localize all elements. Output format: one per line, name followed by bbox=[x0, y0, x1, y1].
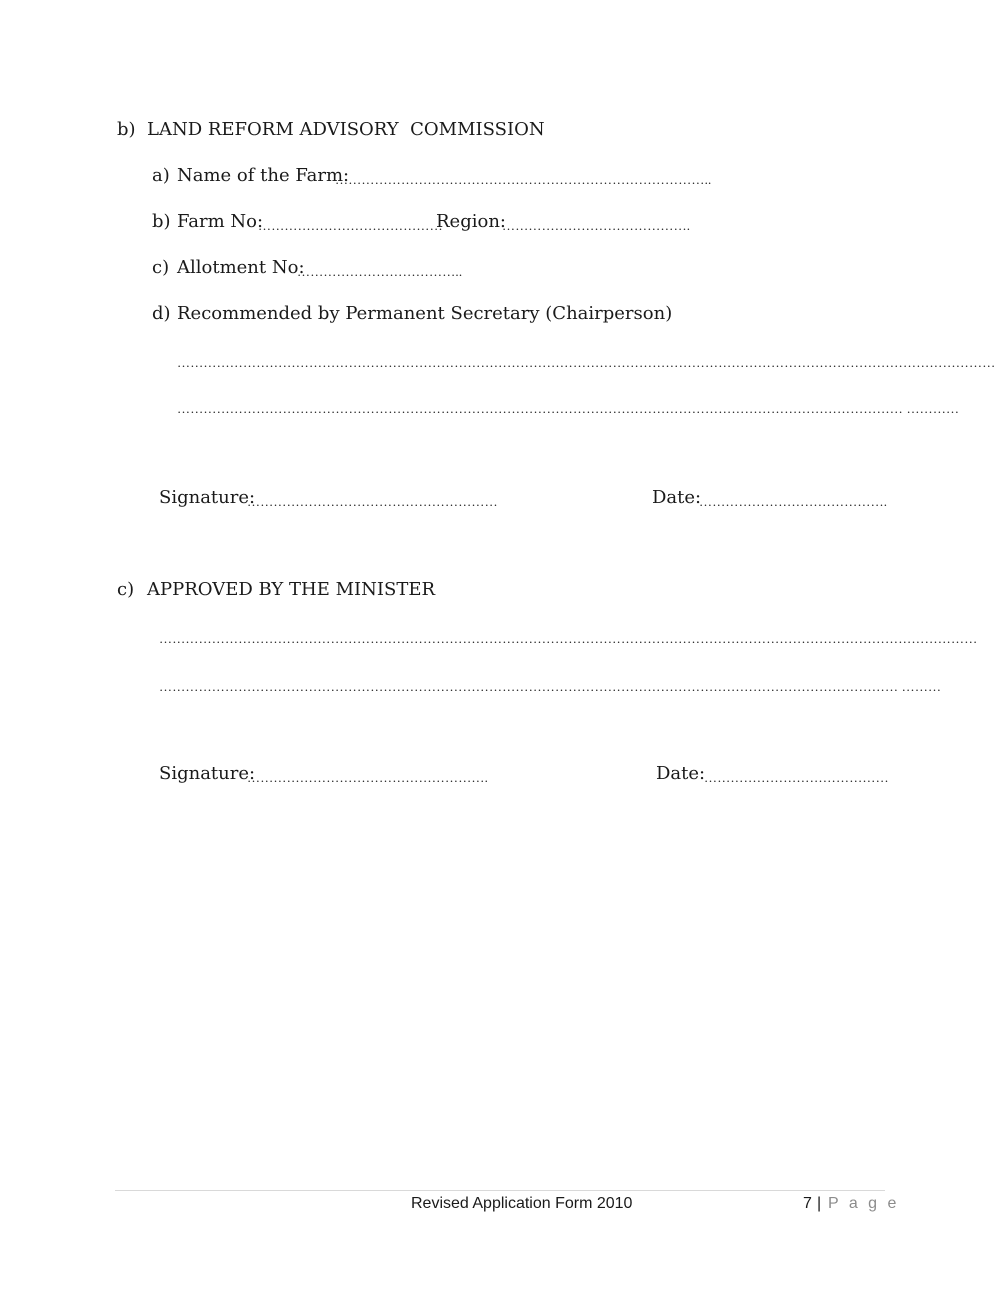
page-word: P a g e bbox=[828, 1195, 900, 1212]
section-b-signature-field[interactable]: ………………………………………………… bbox=[247, 494, 498, 509]
section-c-signature-field[interactable]: ………………………………………………. bbox=[247, 770, 489, 785]
allotment-no-label: Allotment No: bbox=[177, 257, 305, 278]
approval-line-1[interactable]: …………………………………………………………………………………………………………………………………………………………………… bbox=[159, 631, 978, 646]
section-b-marker: b) bbox=[117, 119, 136, 140]
item-d-marker: d) bbox=[152, 303, 171, 324]
footer-divider bbox=[115, 1190, 885, 1191]
region-label: Region: bbox=[436, 211, 506, 232]
section-b-signature-label: Signature: bbox=[159, 487, 256, 508]
section-c-date-field[interactable]: …………………………………… bbox=[704, 770, 889, 785]
footer-title: Revised Application Form 2010 bbox=[411, 1195, 633, 1212]
section-b-date-field[interactable]: ……………………………………. bbox=[699, 494, 888, 509]
section-c-signature-label: Signature: bbox=[159, 763, 256, 784]
region-field[interactable]: ……………………………………. bbox=[502, 218, 691, 233]
section-c-heading: APPROVED BY THE MINISTER bbox=[147, 579, 436, 600]
farm-no-label: Farm No: bbox=[177, 211, 264, 232]
approval-line-2[interactable]: …………………………………………………………………………………………………………………………………………………… ……… bbox=[159, 679, 942, 694]
page-number: 7 bbox=[803, 1195, 812, 1212]
page-separator: | bbox=[817, 1195, 822, 1212]
recommendation-line-1[interactable]: …………………………………………………………………………………………………………………………………………………………………… bbox=[177, 355, 996, 370]
section-c-marker: c) bbox=[117, 579, 135, 600]
item-c-marker: c) bbox=[152, 257, 170, 278]
item-b-marker: b) bbox=[152, 211, 171, 232]
farm-no-field[interactable]: …………………………………… bbox=[258, 218, 443, 233]
farm-name-label: Name of the Farm: bbox=[177, 165, 350, 186]
item-a-marker: a) bbox=[152, 165, 170, 186]
recommendation-line-2[interactable]: ………………………………………………………………………………………………………………………………………………… ………… bbox=[177, 401, 960, 416]
farm-name-field[interactable]: ………………………………………………………………………….. bbox=[335, 172, 712, 187]
section-b-date-label: Date: bbox=[652, 487, 702, 508]
recommendation-label: Recommended by Permanent Secretary (Chairperson) bbox=[177, 303, 673, 324]
allotment-no-field[interactable]: ……………………………….. bbox=[297, 264, 463, 279]
section-b-heading: LAND REFORM ADVISORY COMMISSION bbox=[147, 119, 545, 140]
section-c-date-label: Date: bbox=[656, 763, 706, 784]
